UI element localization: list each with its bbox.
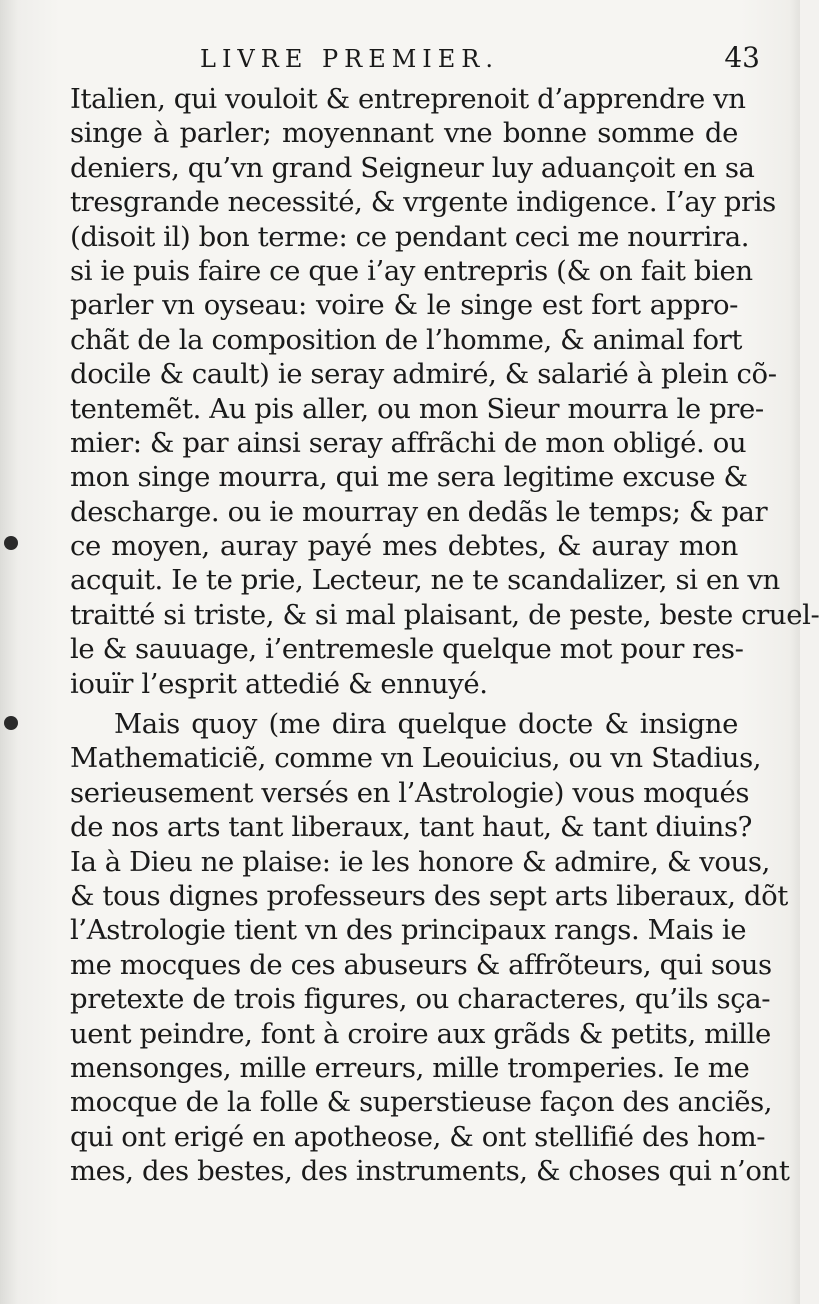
- text-line: traitté si triste, & si mal plaisant, de peste, beste cruel-: [70, 598, 819, 631]
- text-line: Italien, qui vouloit & entreprenoit d’apprendre vn: [70, 83, 746, 115]
- text-line: acquit. Ie te prie, Lecteur, ne te scandalizer, si en vn: [70, 564, 780, 597]
- text-line: mon singe mourra, qui me sera legitime excuse &: [70, 461, 748, 494]
- text-line: mocque de la folle & superstieuse façon des anciẽs,: [70, 1086, 773, 1119]
- text-line: parler vn oyseau: voire & le singe est fort appro-: [70, 289, 738, 322]
- text-line: mensonges, mille erreurs, mille tromperies. Ie me: [70, 1051, 750, 1084]
- text-line: serieusement versés en l’Astrologie) vous moqués: [70, 776, 750, 809]
- text-line: mier: & par ainsi seray affrãchi de mon obligé. ou: [70, 426, 747, 459]
- text-line: (disoit il) bon terme: ce pendant ceci me nourrira.: [70, 220, 750, 253]
- text-line: Mais quoy (me dira quelque docte & insigne: [114, 708, 738, 741]
- text-line: tresgrande necessité, & vrgente indigence. I’ay pris: [70, 186, 776, 219]
- text-block: [70, 82, 819, 1189]
- binding-hole: [4, 536, 18, 550]
- text-line: qui ont erigé en apotheose, & ont stellifié des hom-: [70, 1120, 766, 1153]
- text-line: descharge. ou ie mourray en dedãs le temps; & par: [70, 495, 768, 528]
- paragraph: [70, 707, 790, 1188]
- page-number: 43: [724, 41, 760, 74]
- binding-hole: [4, 716, 18, 730]
- text-line: deniers, qu’vn grand Seigneur luy aduançoit en sa: [70, 151, 755, 184]
- text-line: de nos arts tant liberaux, tant haut, & tant diuins?: [70, 811, 752, 844]
- page-header: [200, 41, 760, 85]
- text-line: ce moyen, auray payé mes debtes, & auray mon: [70, 530, 738, 563]
- paragraph: [70, 82, 819, 701]
- text-line: Ia à Dieu ne plaise: ie les honore & admire, & vous,: [70, 845, 770, 878]
- text-line: Mathematiciẽ, comme vn Leouicius, ou vn Stadius,: [70, 742, 762, 775]
- text-line: me mocques de ces abuseurs & affrõteurs, qui sous: [70, 948, 772, 981]
- text-line: tentemẽt. Au pis aller, ou mon Sieur mourra le pre-: [70, 392, 764, 425]
- text-line: le & sauuage, i’entremesle quelque mot pour res-: [70, 633, 744, 666]
- text-line: singe à parler; moyennant vne bonne somme de: [70, 117, 738, 150]
- text-line: si ie puis faire ce que i’ay entrepris (& on fait bien: [70, 254, 753, 287]
- text-line: docile & cault) ie seray admiré, & salarié à plein cõ-: [70, 358, 777, 391]
- text-line: mes, des bestes, des instruments, & choses qui n’ont: [70, 1155, 790, 1188]
- text-line: uent peindre, font à croire aux grãds & petits, mille: [70, 1017, 771, 1050]
- text-line: iouïr l’esprit attedié & ennuyé.: [70, 667, 488, 700]
- text-line: l’Astrologie tient vn des principaux rangs. Mais ie: [70, 914, 747, 947]
- text-line: pretexte de trois figures, ou characteres, qu’ils sça-: [70, 983, 771, 1016]
- text-line: chãt de la composition de l’homme, & animal fort: [70, 323, 743, 356]
- text-line: & tous dignes professeurs des sept arts liberaux, dõt: [70, 879, 788, 912]
- running-head: LIVRE PREMIER.: [200, 45, 499, 73]
